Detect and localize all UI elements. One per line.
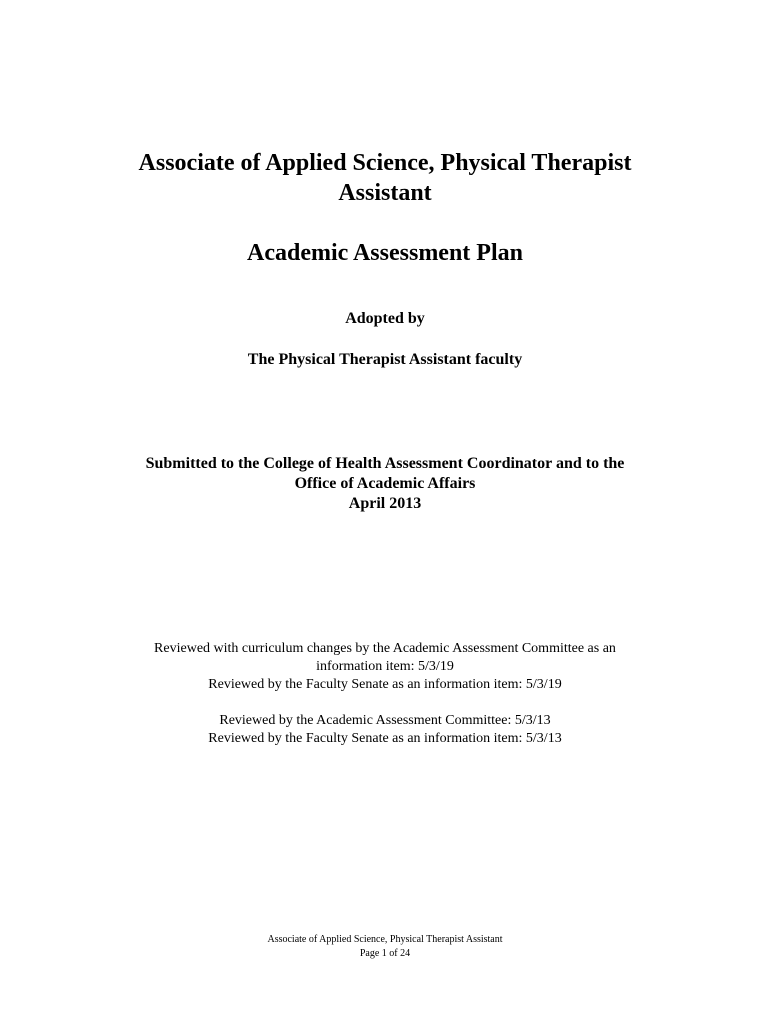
review-line: Reviewed by the Faculty Senate as an information item: 5/3/19: [208, 677, 562, 692]
footer-document-title: Associate of Applied Science, Physical Therapist Assistant: [267, 934, 503, 945]
adopting-faculty: [0, 350, 770, 370]
review-line: Reviewed by the Academic Assessment Committee: 5/3/13: [219, 713, 551, 728]
review-spacer: [0, 694, 770, 712]
adopted-by-label: [0, 309, 770, 329]
submission-line-2: Office of Academic Affairs: [294, 475, 476, 492]
page-footer: [0, 933, 770, 961]
document-subtitle: [0, 238, 770, 268]
adopting-faculty-text: The Physical Therapist Assistant faculty: [247, 351, 523, 368]
review-line: information item: 5/3/19: [316, 659, 454, 674]
document-title: [0, 148, 770, 208]
document-title-line-2: Assistant: [338, 180, 432, 206]
document-title-line-1: Associate of Applied Science, Physical Therapist: [138, 150, 632, 176]
footer-page-number: Page 1 of 24: [359, 948, 411, 959]
review-line: Reviewed with curriculum changes by the Academic Assessment Committee as an: [154, 641, 616, 656]
submission-line-1: Submitted to the College of Health Assessment Coordinator and to the: [145, 455, 625, 472]
submission-date: April 2013: [348, 495, 422, 512]
review-line: Reviewed by the Faculty Senate as an information item: 5/3/13: [208, 731, 562, 746]
review-history: [0, 640, 770, 748]
document-subtitle-text: Academic Assessment Plan: [247, 240, 523, 266]
submission-statement: [0, 454, 770, 514]
adopted-by-text: Adopted by: [345, 310, 425, 327]
